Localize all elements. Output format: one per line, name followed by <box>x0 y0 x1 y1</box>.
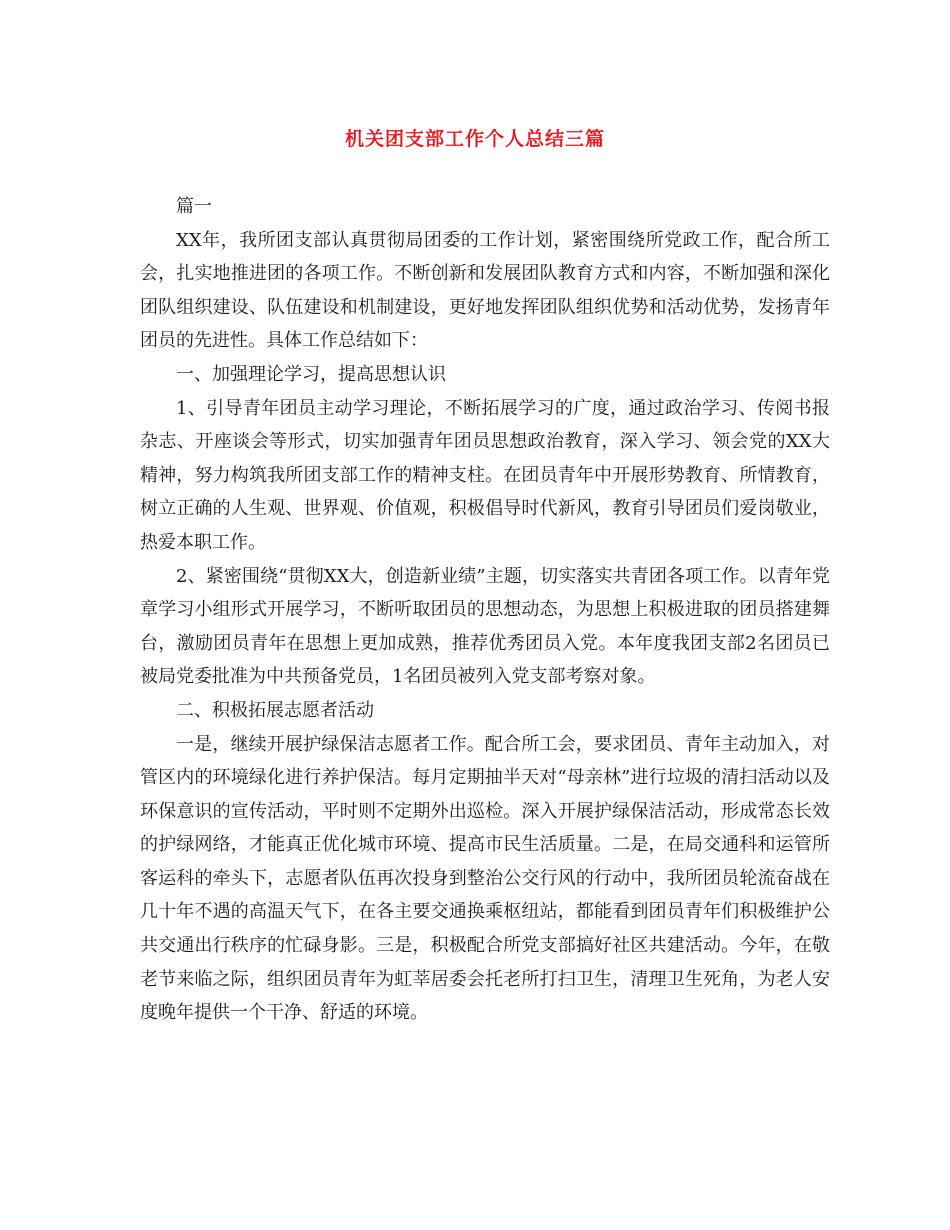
intro-paragraph: XX年，我所团支部认真贯彻局团委的工作计划，紧密围绕所党政工作，配合所工会，扎实地推进团的各项工作。不断创新和发展团队教育方式和内容，不断加强和深化团队组织建设、队伍建设和机制建设，更好地发挥团队组织优势和活动优势，发扬青年团员的先进性。具体工作总结如下： <box>140 229 830 352</box>
section-heading-theory-study: 一、加强理论学习，提高思想认识 <box>176 363 446 385</box>
body-paragraph-item-2: 2、紧密围绕“贯彻XX大，创造新业绩”主题，切实落实共青团各项工作。以青年党章学习小组形式开展学习，不断听取团员的思想动态，为思想上积极进取的团员搭建舞台，激励团员青年在思想上更加成熟，推荐优秀团员入党。本年度我团支部2名团员已被局党委批准为中共预备党员，1名团员被列入党支部考察对象。 <box>140 565 830 688</box>
document-body <box>140 190 830 1030</box>
section-heading-volunteer: 二、积极拓展志愿者活动 <box>176 699 374 721</box>
body-paragraph-volunteer: 一是，继续开展护绿保洁志愿者工作。配合所工会，要求团员、青年主动加入，对管区内的环境绿化进行养护保洁。每月定期抽半天对“母亲林”进行垃圾的清扫活动以及环保意识的宣传活动，平时则不定期外出巡检。深入开展护绿保洁活动，形成常态长效的护绿网络，才能真正优化城市环境、提高市民生活质量。二是，在局交通科和运管所客运科的牵头下，志愿者队伍再次投身到整治公交行风的行动中，我所团员轮流奋战在几十年不遇的高温天气下，在各主要交通换乘枢纽站，都能看到团员青年们积极维护公共交通出行秩序的忙碌身影。三是，积极配合所党支部搞好社区共建活动。今年，在敬老节来临之际，组织团员青年为虹莘居委会托老所打扫卫生，清理卫生死角，为老人安度晚年提供一个干净、舒适的环境。 <box>140 733 830 1024</box>
body-paragraph-item-1: 1、引导青年团员主动学习理论，不断拓展学习的广度，通过政治学习、传阅书报杂志、开座谈会等形式，切实加强青年团员思想政治教育，深入学习、领会党的XX大精神，努力构筑我所团支部工作的精神支柱。在团员青年中开展形势教育、所情教育，树立正确的人生观、世界观、价值观，积极倡导时代新风，教育引导团员们爱岗敬业，热爱本职工作。 <box>140 397 830 553</box>
section-heading-part-one: 篇一 <box>176 196 212 217</box>
document-title: 机关团支部工作个人总结三篇 <box>344 128 605 150</box>
